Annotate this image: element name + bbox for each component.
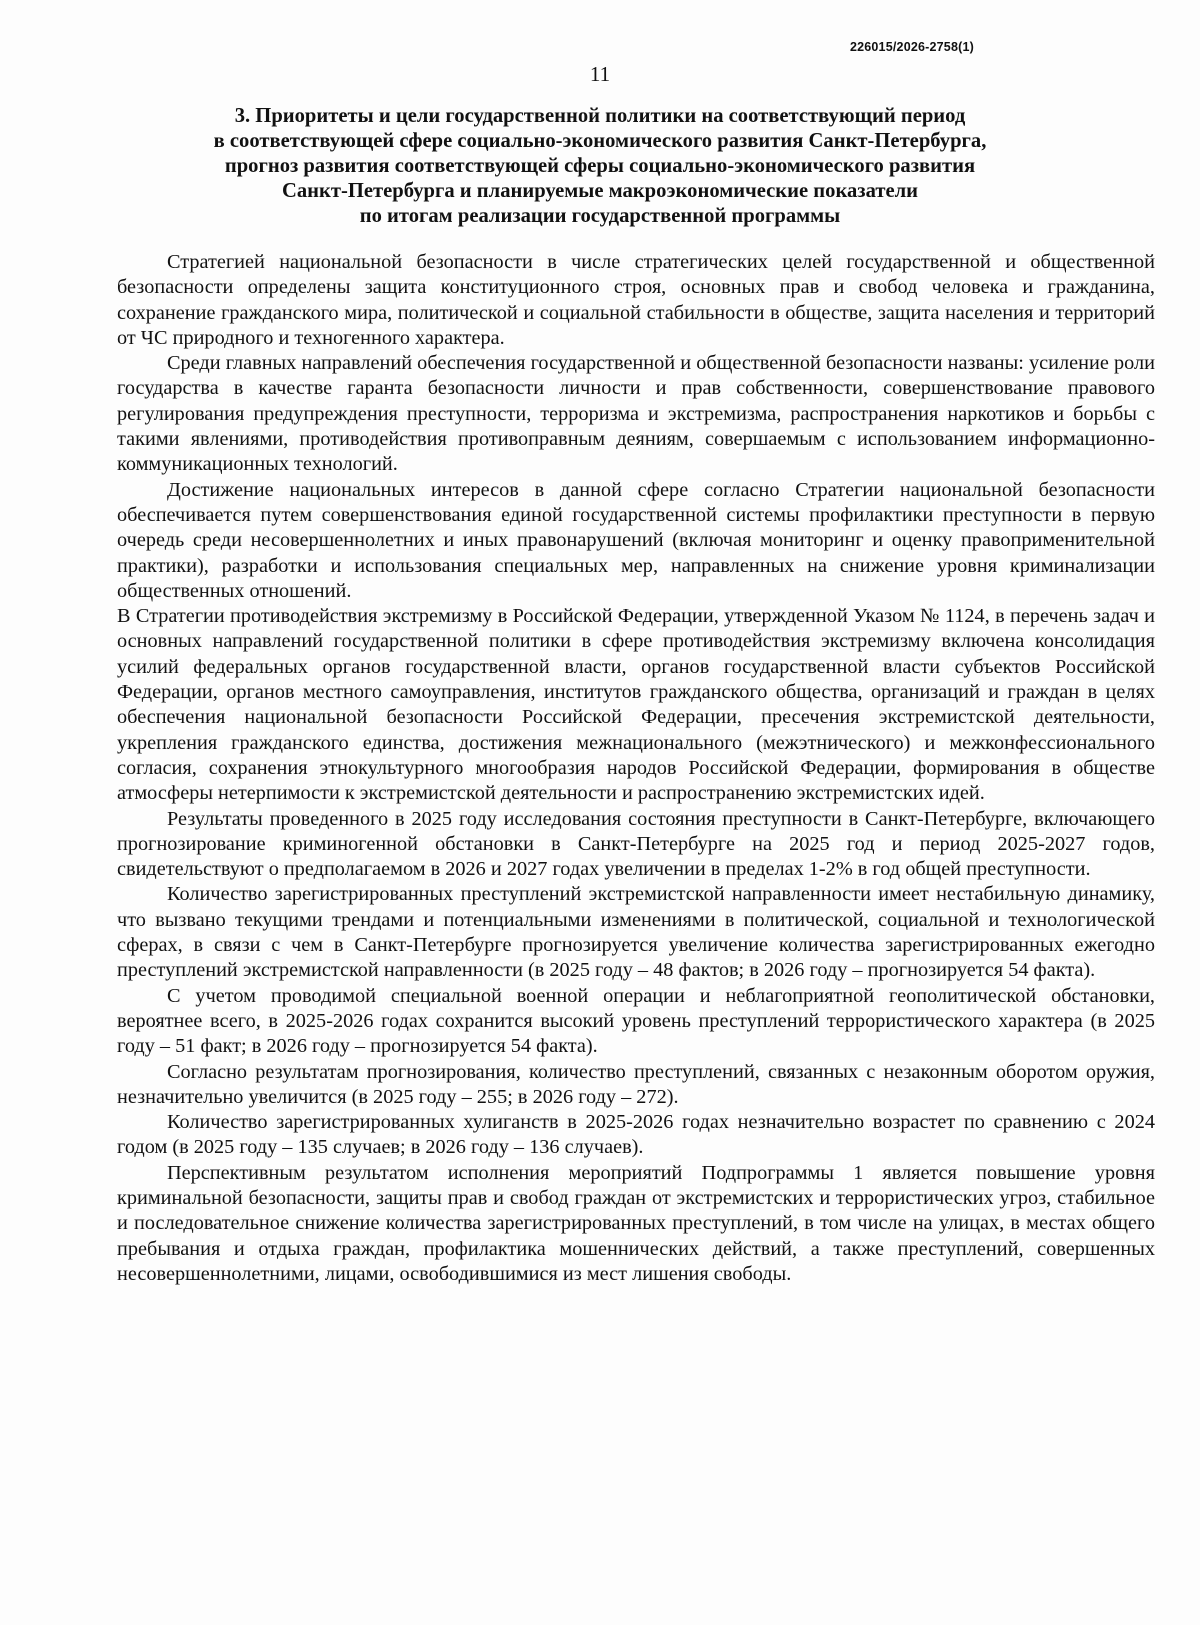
paragraph: Достижение национальных интересов в данной сфере согласно Стратегии национальной безопасности обеспечивается путем совершенствования единой государственной системы профилактики преступности в первую очередь среди несовершеннолетних и иных правонарушений (включая мониторинг и оценку правоприменительной практики), разработки и использования специальных мер, направленных на снижение уровня криминализации общественных отношений. [117, 478, 1155, 602]
paragraph: С учетом проводимой специальной военной операции и неблагоприятной геополитической обстановки, вероятнее всего, в 2025-2026 годах сохранится высокий уровень преступлений террористического характера (в 2025 году – 51 факт; в 2026 году – прогнозируется 54 факта). [117, 984, 1155, 1058]
paragraph: Стратегией национальной безопасности в числе стратегических целей государственной и общественной безопасности определены защита конституционного строя, основных прав и свобод человека и гражданина, сохранение гражданского мира, политической и социальной стабильности в обществе, защита населения и территорий от ЧС природного и техногенного характера. [117, 251, 1155, 349]
paragraph: В Стратегии противодействия экстремизму в Российской Федерации, утвержденной Указом № 1124, в перечень задач и основных направлений государственной политики в сфере противодействия экстремизму включена консолидация усилий федеральных органов государственной власти, органов государственной власти субъектов Российской Федерации, органов местного самоуправления, институтов гражданского общества, организаций и граждан в целях обеспечения национальной безопасности Российской Федерации, пресечения экстремистской деятельности, укрепления гражданского единства, достижения межнационального (межэтнического) и межконфессионального согласия, сохранения этнокультурного многообразия народов Российской Федерации, формирования в обществе атмосферы нетерпимости к экстремистской деятельности и распространению экстремистских идей. [117, 605, 1155, 805]
section-heading-line: 3. Приоритеты и цели государственной политики на соответствующий период [234, 105, 966, 127]
paragraph: Среди главных направлений обеспечения государственной и общественной безопасности названы: усиление роли государства в качестве гаранта безопасности личности и прав собственности, совершенствование правового регулирования предупреждения преступности, терроризма и экстремизма, распространения наркотиков и борьбы с такими явлениями, противодействия противоправным деяниям, совершаемым с использованием информационно-коммуникационных технологий. [117, 352, 1155, 476]
section-heading-line: по итогам реализации государственной программы [359, 205, 841, 227]
page-number: 11 [589, 62, 611, 86]
section-heading [150, 104, 1050, 229]
paragraph: Количество зарегистрированных преступлений экстремистской направленности имеет нестабильную динамику, что вызвано текущими трендами и потенциальными изменениями в политической, социальной и технологической сферах, в связи с чем в Санкт-Петербурге прогнозируется увеличение количества зарегистрированных ежегодно преступлений экстремистской направленности (в 2025 году – 48 фактов; в 2026 году – прогнозируется 54 факта). [117, 883, 1155, 982]
paragraph: Согласно результатам прогнозирования, количество преступлений, связанных с незаконным оборотом оружия, незначительно увеличится (в 2025 году – 255; в 2026 году – 272). [117, 1060, 1155, 1108]
section-heading-line: прогноз развития соответствующей сферы социально-экономического развития [224, 155, 976, 177]
paragraph: Перспективным результатом исполнения мероприятий Подпрограммы 1 является повышение уровня криминальной безопасности, защиты прав и свобод граждан от экстремистских и террористических угроз, стабильное и последовательное снижение количества зарегистрированных преступлений, в том числе на улицах, в местах общего пребывания и отдыха граждан, профилактика мошеннических действий, а также преступлений, совершенных несовершеннолетними, лицами, освободившимися из мест лишения свободы. [117, 1161, 1155, 1285]
paragraph: Количество зарегистрированных хулиганств в 2025-2026 годах незначительно возрастет по сравнению с 2024 годом (в 2025 году – 135 случаев; в 2026 году – 136 случаев). [117, 1111, 1155, 1159]
paragraph: Результаты проведенного в 2025 году исследования состояния преступности в Санкт-Петербурге, включающего прогнозирование криминогенной обстановки в Санкт-Петербурге на 2025 год и период 2025-2027 годов, свидетельствуют о предполагаемом в 2026 и 2027 годах увеличении в пределах 1-2% в год общей преступности. [117, 807, 1155, 881]
document-id: 226015/2026-2758(1) [849, 40, 974, 54]
body-text [117, 250, 1155, 1287]
section-heading-line: в соответствующей сфере социально-экономического развития Санкт-Петербурга, [213, 130, 987, 152]
section-heading-line: Санкт-Петербурга и планируемые макроэкономические показатели [281, 180, 919, 202]
